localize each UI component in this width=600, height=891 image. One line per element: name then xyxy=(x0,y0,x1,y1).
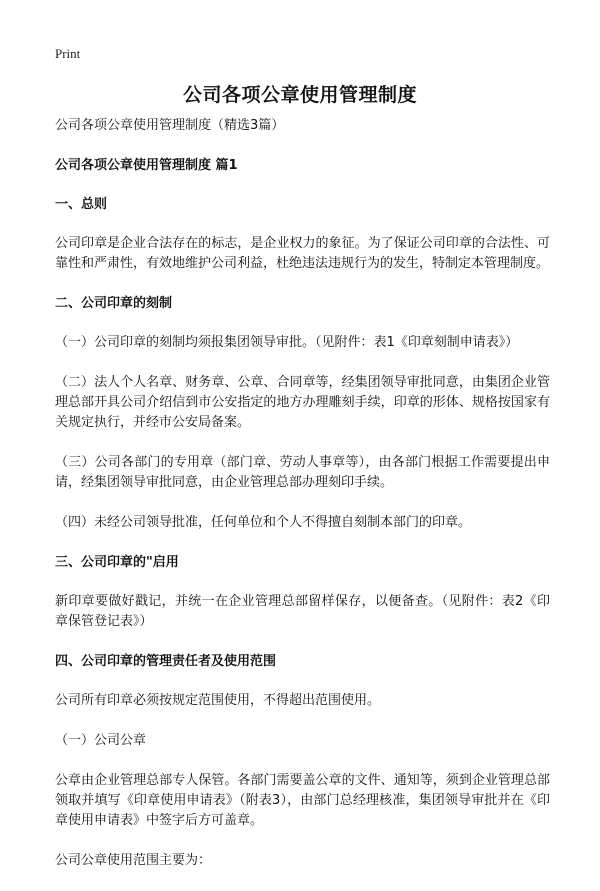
document-subtitle: 公司各项公章使用管理制度（精选3篇） xyxy=(55,118,285,133)
document-body xyxy=(55,116,550,891)
article-heading: 公司各项公章使用管理制度 篇1 xyxy=(55,158,238,173)
paragraph: 公司公章使用范围主要为： xyxy=(55,853,212,868)
section-heading-engraving: 二、公司印章的刻制 xyxy=(55,296,173,311)
paragraph: 公司所有印章必须按规定范围使用，不得超出范围使用。 xyxy=(55,693,381,708)
document-title: 公司各项公章使用管理制度 xyxy=(182,84,417,106)
paragraph: （四）未经公司领导批准，任何单位和个人不得擅自刻制本部门的印章。 xyxy=(55,515,472,530)
paragraph: （二）法人个人名章、财务章、公章、合同章等，经集团领导审批同意，由集团企业管理总部开具公司介绍信到市公安指定的地方办理雕刻手续，印章的形体、规格按国家有关规定执行，并经市公安局备案。 xyxy=(55,375,550,430)
paragraph: 公司印章是企业合法存在的标志，是企业权力的象征。为了保证公司印章的合法性、可靠性和严肃性，有效地维护公司利益，杜绝违法违规行为的发生，特制定本管理制度。 xyxy=(55,236,550,271)
paragraph: 公章由企业管理总部专人保管。各部门需要盖公章的文件、通知等，须到企业管理总部领取并填写《印章使用申请表》（附表3），由部门总经理核准，集团领导审批并在《印章使用申请表》中签字后方可盖章。 xyxy=(55,773,550,828)
subheading-company-seal: （一）公司公章 xyxy=(55,733,147,748)
section-heading-general: 一、总则 xyxy=(55,197,108,212)
print-link[interactable]: Print xyxy=(55,46,81,61)
section-heading-responsibility: 四、公司印章的管理责任者及使用范围 xyxy=(55,654,277,669)
paragraph: 新印章要做好戳记，并统一在企业管理总部留样保存，以便备查。（见附件：表2《印章保管登记表》） xyxy=(55,594,550,629)
section-heading-activation: 三、公司印章的"启用 xyxy=(55,555,179,570)
paragraph: （三）公司各部门的专用章（部门章、劳动人事章等），由各部门根据工作需要提出申请，经集团领导审批同意，由企业管理总部办理刻印手续。 xyxy=(55,455,550,490)
paragraph: （一）公司印章的刻制均须报集团领导审批。（见附件：表1《印章刻制申请表》） xyxy=(55,335,519,350)
